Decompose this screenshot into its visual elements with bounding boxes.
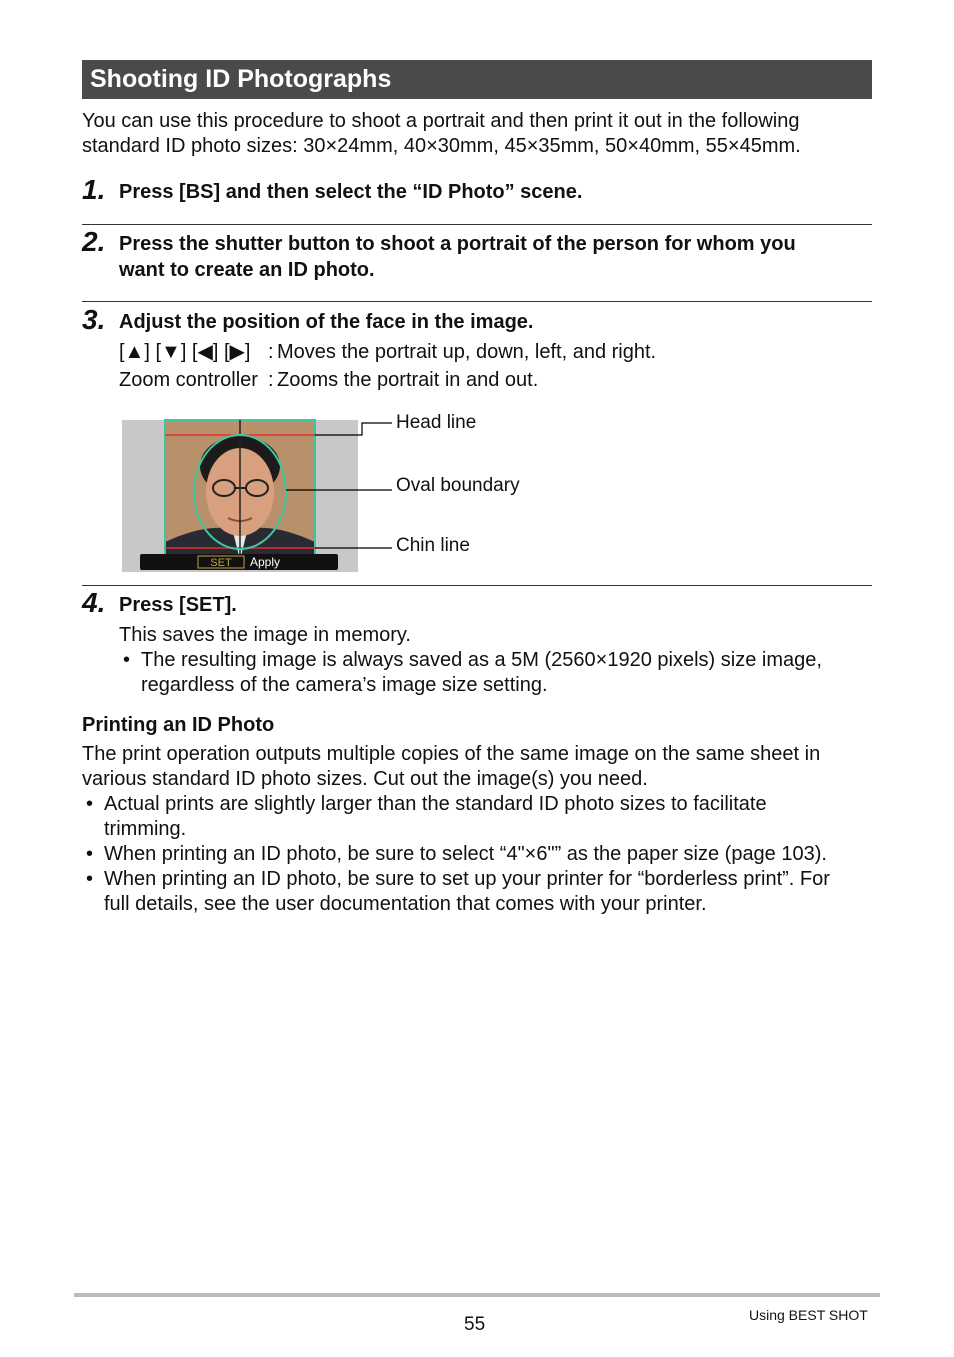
step-divider [82,585,872,586]
bullet-dot: • [86,868,94,890]
callout-head-line: Head line [396,412,477,433]
intro-line-2: standard ID photo sizes: 30×24mm, 40×30mm, 45×35mm, 50×40mm, 55×45mm. [82,135,801,157]
intro-line-1: You can use this procedure to shoot a portrait and then print it out in the following [82,110,800,132]
step-4-number: 4. [82,587,106,618]
printing-bullet-3-line-2: full details, see the user documentation that comes with your printer. [104,893,707,915]
control-sep: : [268,369,274,391]
printing-body-line-2: various standard ID photo sizes. Cut out the image(s) you need. [82,768,648,790]
section-title: Shooting ID Photographs [90,65,392,93]
step-2-title-line-1: Press the shutter button to shoot a portrait of the person for whom you [119,233,796,255]
step-4-body: This saves the image in memory. [119,624,411,646]
printing-bullet-3-line-1: When printing an ID photo, be sure to set up your printer for “borderless print”. For [104,868,830,890]
head-line-leader-b [358,423,392,435]
bullet-dot: • [86,793,94,815]
step-3-title: Adjust the position of the face in the image. [119,311,534,333]
step-4-title: Press [SET]. [119,594,237,616]
step-divider [82,224,872,225]
page-number: 55 [464,1314,486,1335]
step-2-title-line-2: want to create an ID photo. [119,259,375,281]
step-divider [82,301,872,302]
section-title-bar [82,60,872,99]
apply-label: Apply [250,555,281,569]
set-key-label: SET [210,557,232,569]
printing-heading: Printing an ID Photo [82,714,275,736]
step-1-number: 1. [82,174,106,205]
bullet-dot: • [123,649,131,671]
step-4-bullet-line-2: regardless of the camera’s image size setting. [141,674,548,696]
footer-rule [74,1293,880,1297]
printing-bullet-1-line-2: trimming. [104,818,187,840]
step-1-title: Press [BS] and then select the “ID Photo” scene. [119,181,583,203]
printing-bullet-2-line-1: When printing an ID photo, be sure to select “4"×6"” as the paper size (page 103). [104,843,827,865]
control-desc-zoom: Zooms the portrait in and out. [277,369,539,391]
control-desc-arrows: Moves the portrait up, down, left, and right. [277,341,657,363]
bullet-dot: • [86,843,94,865]
step-3-number: 3. [82,304,106,335]
step-2-number: 2. [82,226,106,257]
footer-section-name: Using BEST SHOT [749,1307,868,1323]
control-key-arrows: [▲] [▼] [◀] [▶] [119,341,251,363]
control-sep: : [268,341,274,363]
callout-chin-line: Chin line [396,535,470,556]
printing-bullet-1-line-1: Actual prints are slightly larger than the standard ID photo sizes to facilitate [104,793,767,815]
control-key-zoom: Zoom controller [119,369,258,391]
step-4-bullet-line-1: The resulting image is always saved as a 5M (2560×1920 pixels) size image, [141,649,822,671]
printing-body-line-1: The print operation outputs multiple copies of the same image on the same sheet in [82,743,821,765]
callout-oval-boundary: Oval boundary [396,475,520,496]
